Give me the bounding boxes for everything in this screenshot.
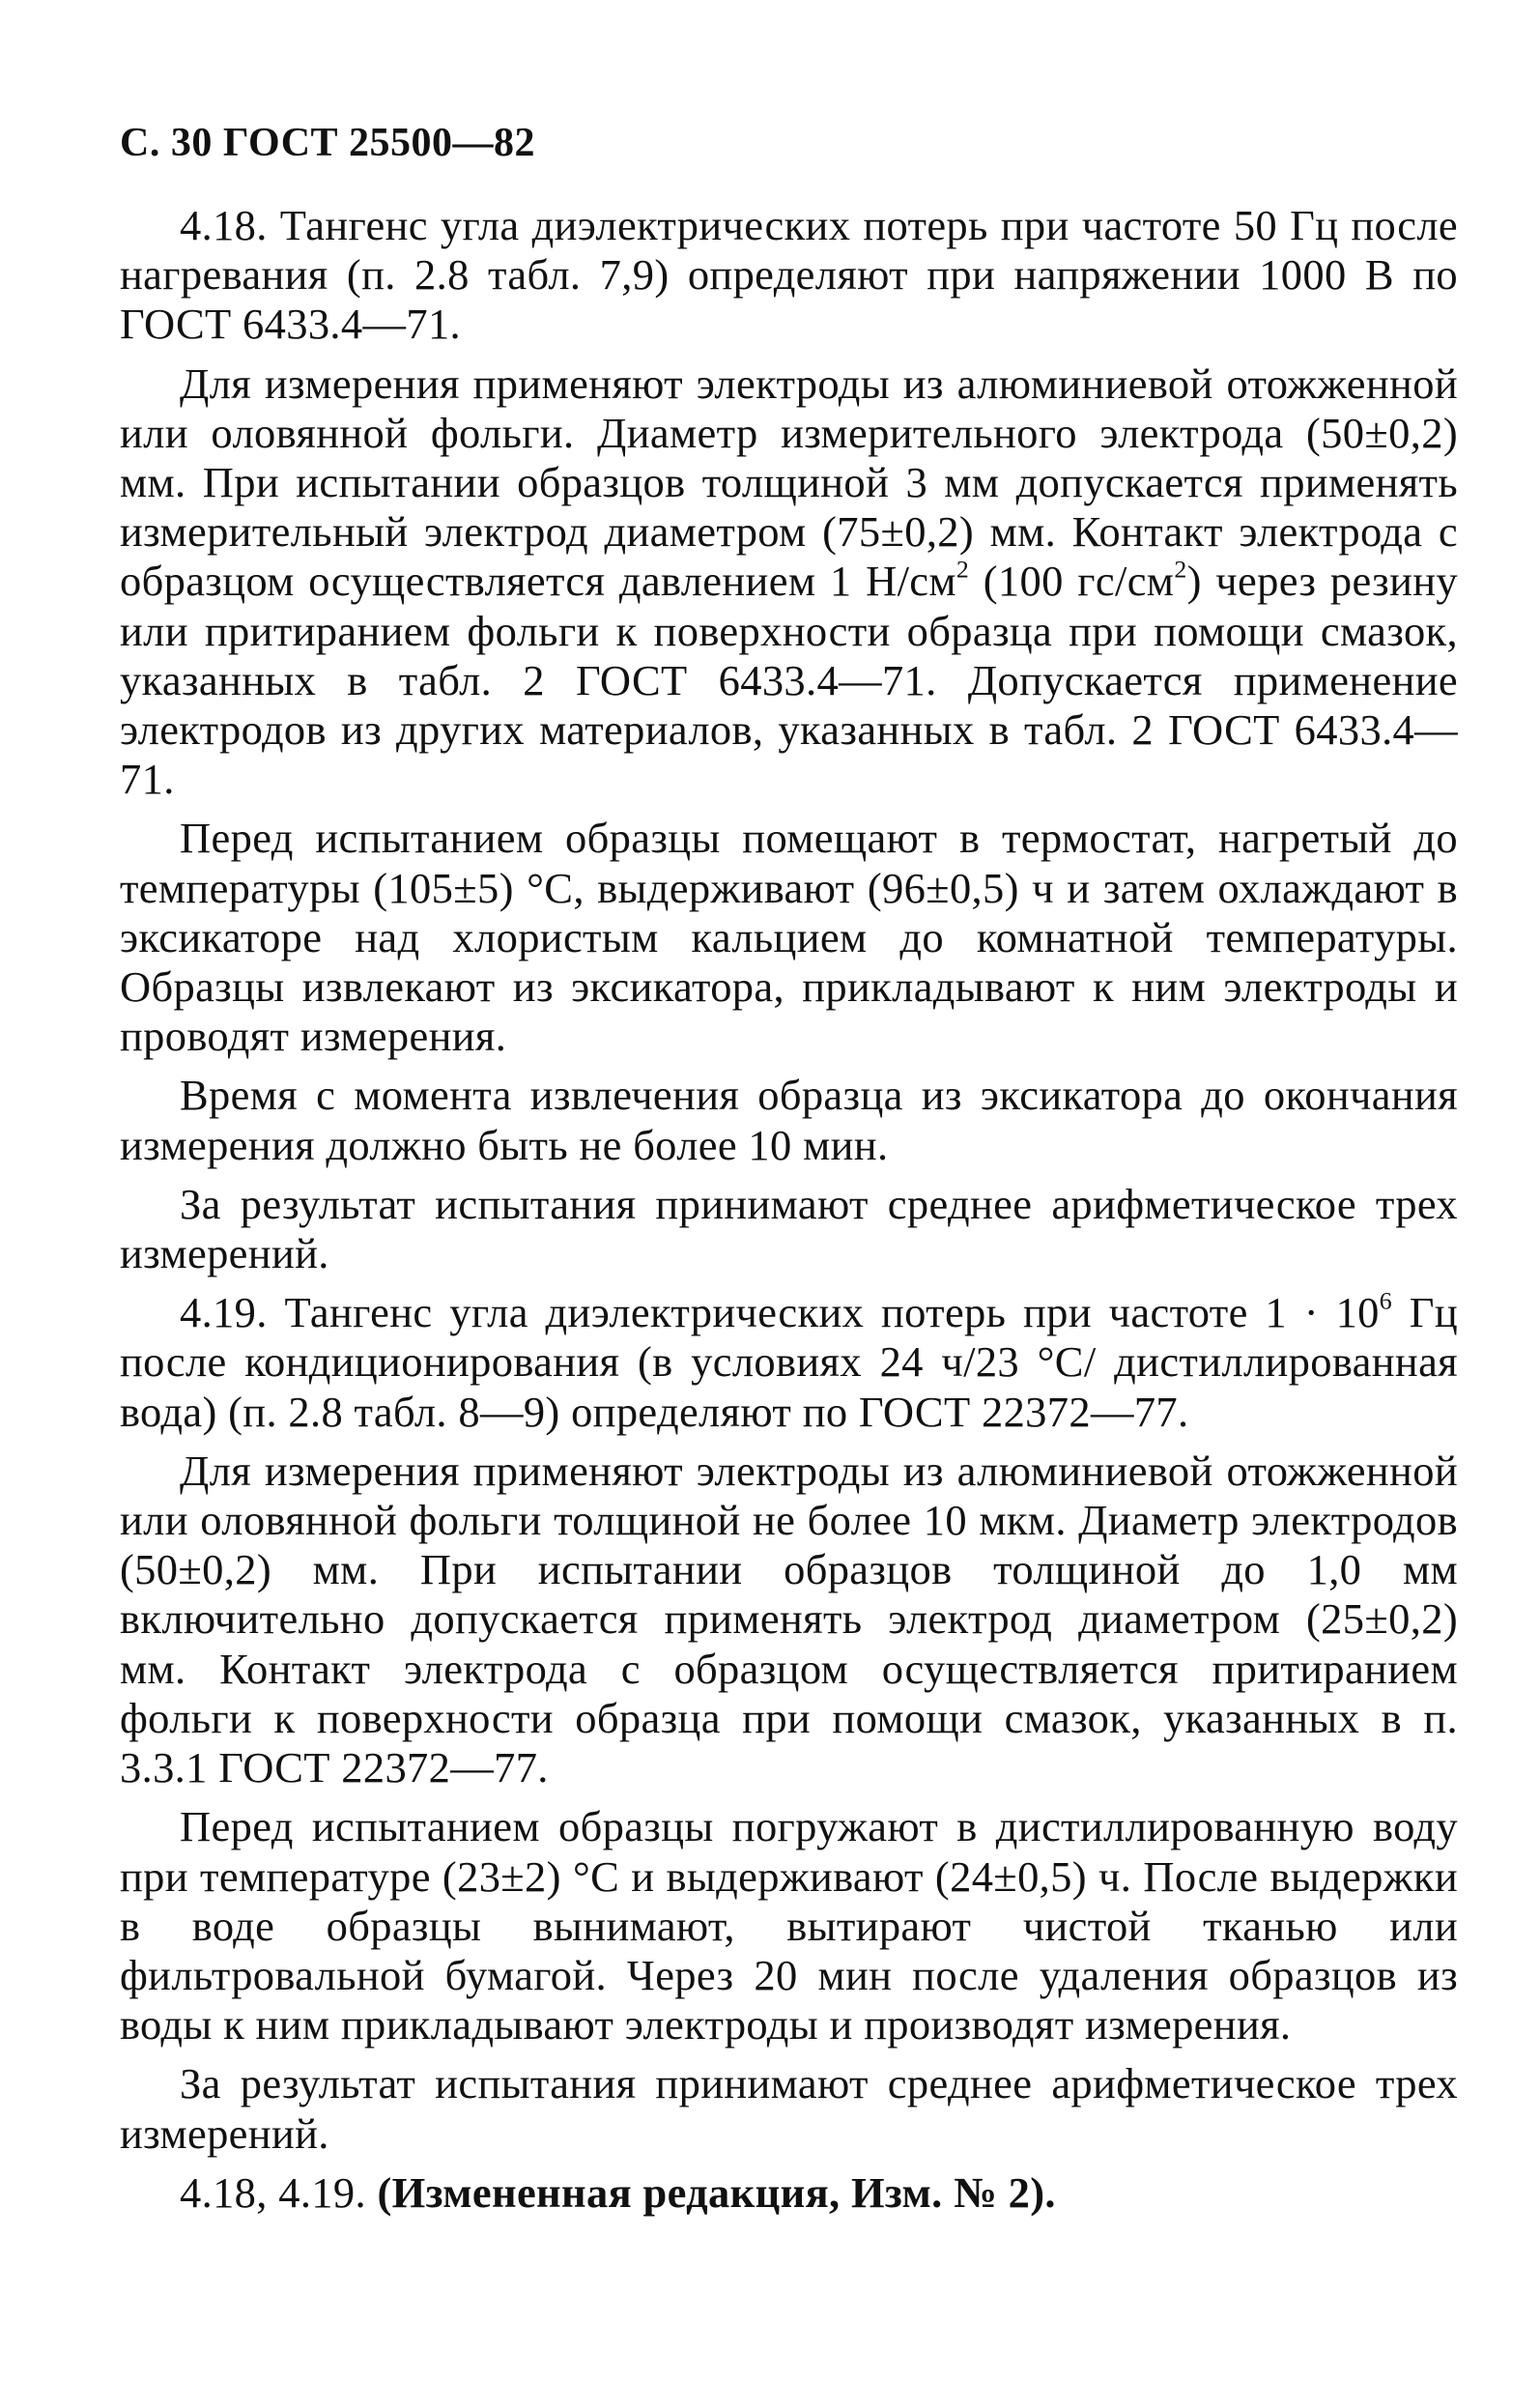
superscript: 6 bbox=[1379, 1286, 1393, 1315]
paragraph-electrodes-4-19: Для измерения применяют электроды из алюминиевой отожженной или оловянной фольги толщиной не более 10 мкм. Диаметр электродов (50±0,2) мм. При испытании образцов толщиной до 1,0 мм включительно допускается применять электрод диаметром (25±0,2) мм. Контакт электрода с образцом осуществляется притиранием фольги к поверхности образца при помощи смазок, указанных в п. 3.3.1 ГОСТ 22372—77. bbox=[120, 1446, 1458, 1792]
text-run: Для измерения применяют электроды из алюминиевой отожженной или оловянной фольги. Диаметр измерительного электрода (50±0,2) мм. При испытании образцов толщиной 3 мм допускается применять измерительный электрод диаметром (75±0,2) мм. Контакт электрода с образцом осуществляется давлением 1 Н/см bbox=[120, 358, 1458, 606]
paragraph-amendment bbox=[120, 2168, 1458, 2218]
amendment-note: (Измененная редакция, Изм. № 2). bbox=[377, 2167, 1056, 2217]
text-run: (100 гс/см bbox=[969, 557, 1175, 606]
text-run: Гц после кондиционирования (в условиях 24 ч/23 °С/ дистиллированная вода) (п. 2.8 табл. 8—9) определяют по ГОСТ 22372—77. bbox=[120, 1288, 1458, 1436]
paragraph-thermostat: Перед испытанием образцы помещают в термостат, нагретый до температуры (105±5) °С, выдерживают (96±0,5) ч и затем охлаждают в эксикаторе над хлористым кальцием до комнатной температуры. Образцы извлекают из эксикатора, прикладывают к ним электроды и проводят измерения. bbox=[120, 814, 1458, 1061]
page-header: С. 30 ГОСТ 25500—82 bbox=[120, 121, 536, 165]
paragraph-result-4-18: За результат испытания принимают среднее арифметическое трех измерений. bbox=[120, 1179, 1458, 1278]
paragraph-4-19 bbox=[120, 1288, 1458, 1437]
paragraph-result-4-19: За результат испытания принимают среднее арифметическое трех измерений. bbox=[120, 2059, 1458, 2158]
text-run: ) через резину или притиранием фольги к поверхности образца при помощи смазок, указанных в табл. 2 ГОСТ 6433.4—71. Допускается применение электродов из других материалов, указанных в табл. 2 ГОСТ 6433.4—71. bbox=[120, 557, 1458, 804]
paragraph-4-18: 4.18. Тангенс угла диэлектрических потерь при частоте 50 Гц после нагревания (п. 2.8 табл. 7,9) определяют при напряжении 1000 В по ГОСТ 6433.4—71. bbox=[120, 201, 1458, 349]
paragraph-electrodes-4-18 bbox=[120, 359, 1458, 805]
paragraph-water-immersion: Перед испытанием образцы погружают в дистиллированную воду при температуре (23±2) °С и выдерживают (24±0,5) ч. После выдержки в воде образцы вынимают, вытирают чистой тканью или фильтровальной бумагой. Через 20 мин после удаления образцов из воды к ним прикладывают электроды и производят измерения. bbox=[120, 1802, 1458, 2050]
superscript: 2 bbox=[1174, 555, 1187, 584]
superscript: 2 bbox=[955, 555, 970, 584]
text-run: 4.18, 4.19. bbox=[180, 2167, 378, 2217]
document-body bbox=[120, 201, 1458, 2218]
paragraph-time-limit: Время с момента извлечения образца из эксикатора до окончания измерения должно быть не более 10 мин. bbox=[120, 1071, 1458, 1169]
text-run: 4.19. Тангенс угла диэлектрических потерь при частоте 1 · 10 bbox=[180, 1288, 1380, 1337]
